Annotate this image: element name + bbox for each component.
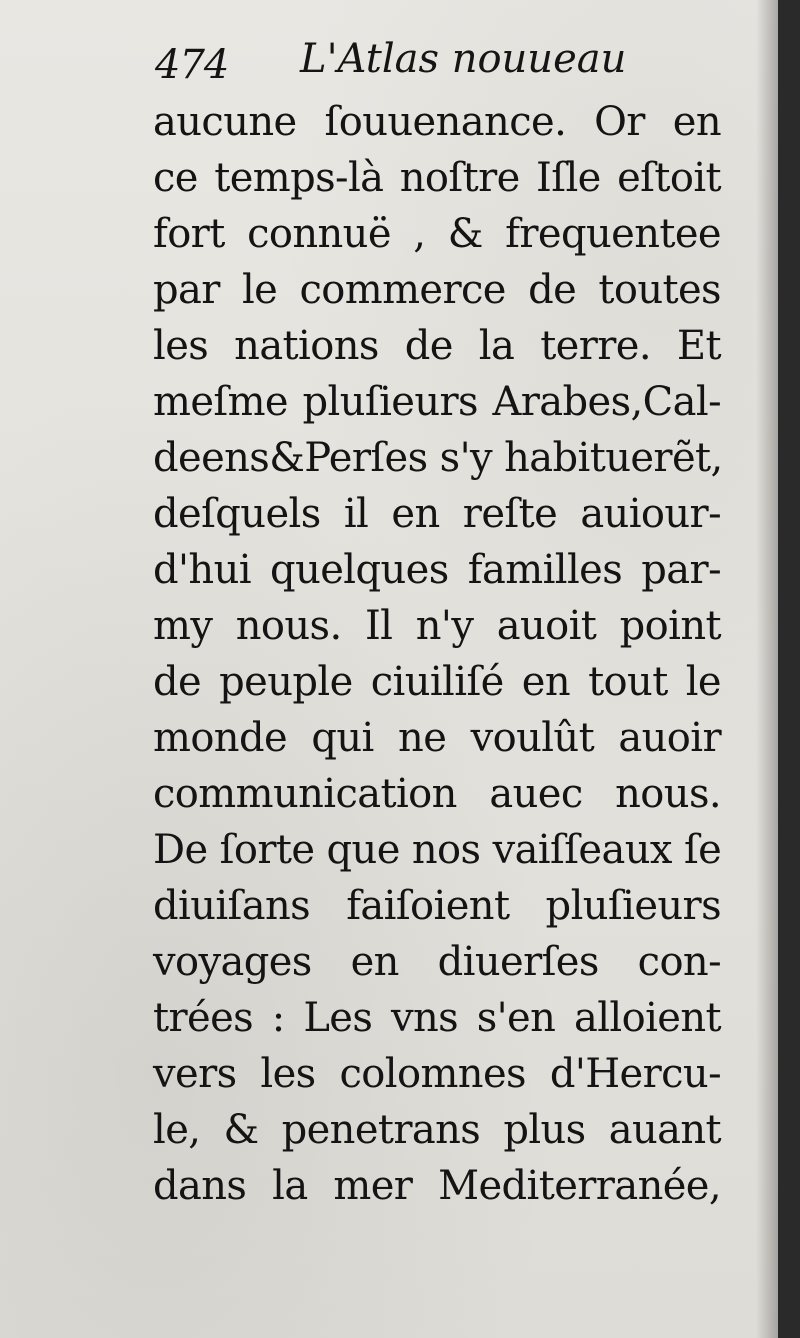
text-line: my nous. Il n'y auoit point xyxy=(153,603,721,649)
text-line: diuiſans faiſoient pluſieurs xyxy=(153,883,721,929)
text-line: monde qui ne voulût auoir xyxy=(153,715,721,761)
text-line: trées : Les vns s'en alloient xyxy=(153,995,721,1041)
text-line: vers les colomnes d'Hercu- xyxy=(153,1051,721,1097)
text-line: les nations de la terre. Et xyxy=(153,323,721,369)
text-line: communication auec nous. xyxy=(153,771,721,817)
text-line: meſme pluſieurs Arabes,Cal- xyxy=(153,379,721,425)
running-head xyxy=(155,36,715,96)
page-edge-shadow xyxy=(756,0,778,1338)
text-line: deens&Perſes s'y habituerẽt, xyxy=(153,435,723,481)
text-line: voyages en diuerſes con- xyxy=(153,939,721,985)
text-line: le, & penetrans plus auant xyxy=(153,1107,721,1153)
text-line: dans la mer Mediterranée, xyxy=(153,1163,721,1209)
text-line: par le commerce de toutes xyxy=(153,267,721,313)
text-line: aucune ſouuenance. Or en xyxy=(153,99,721,145)
body-text xyxy=(153,94,721,1214)
text-line: deſquels il en reſte auiour- xyxy=(153,491,721,537)
page-number: 474 xyxy=(155,42,229,88)
text-line: d'hui quelques familles par- xyxy=(153,547,721,593)
text-line: fort connuë , & frequentee xyxy=(153,211,721,257)
text-line: De ſorte que nos vaiſſeaux ſe xyxy=(153,827,722,873)
text-line: de peuple ciuiliſé en tout le xyxy=(153,659,721,705)
running-title: L'Atlas nouueau xyxy=(300,36,627,82)
text-line: ce temps-là noſtre Iſle eſtoit xyxy=(153,155,721,201)
